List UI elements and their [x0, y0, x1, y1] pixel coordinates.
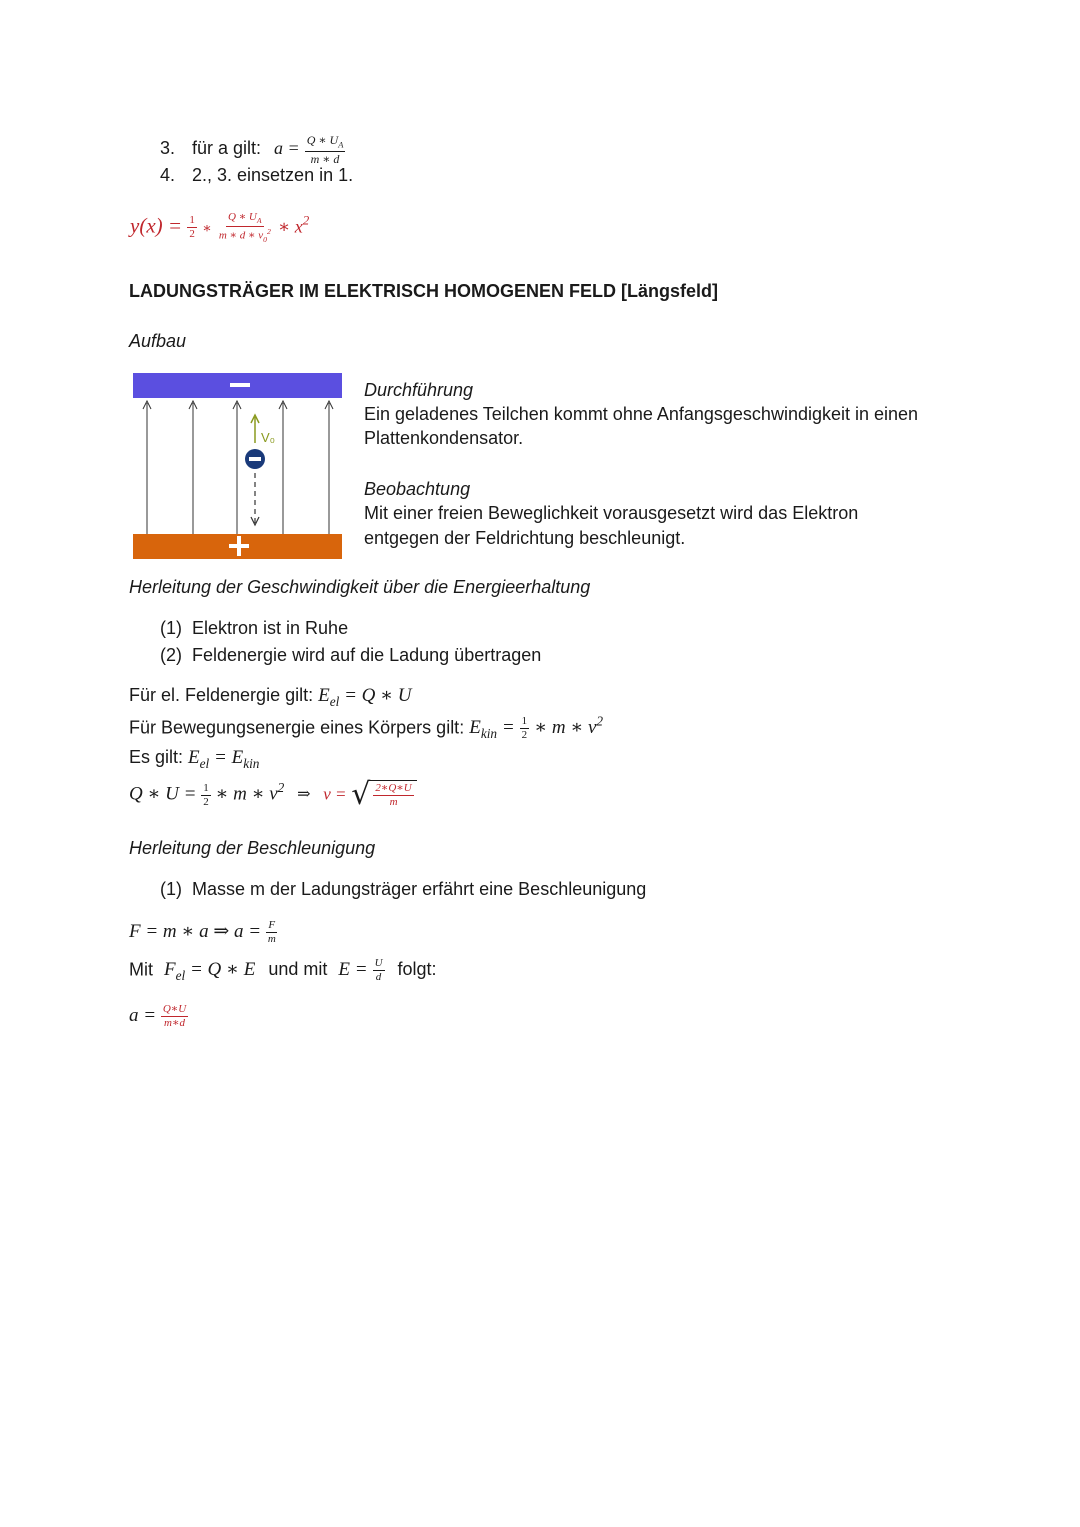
list-text: 2., 3. einsetzen in 1.	[192, 165, 354, 185]
energie-final-formula: Q ∗ U = $\frac{1}{2}$ ∗ m ∗ $v^2$ ⇒ v = √ $\frac{2∗Q∗U}{m}$	[129, 780, 417, 810]
durchfuehrung-heading: Durchführung	[364, 380, 474, 400]
aufbau-heading: Aufbau	[129, 331, 187, 351]
list-number: 4.	[160, 165, 176, 185]
yx-formula: y(x) = $\frac{1}{2}$ ∗ $\frac{Q ∗ U_A}{m ∗ d ∗ v_0^2}$ ∗ $x^2$	[130, 211, 310, 244]
formula-lhs: a =	[274, 138, 300, 159]
list-item-4	[160, 165, 353, 186]
list-item-3	[160, 134, 345, 165]
list-text: für a gilt:	[192, 138, 262, 159]
beschleunigung-item-1: (1) Masse m der Ladungsträger erfährt eine Beschleunigung	[160, 879, 647, 899]
beobachtung-line-1: Mit einer freien Beweglichkeit vorausgesetzt wird das Elektron	[364, 503, 859, 523]
minus-sign-icon	[230, 383, 250, 387]
energie-line-kin: Für Bewegungsenergie eines Körpers gilt: $E_{kin}$ = $\frac{1}{2}$ ∗ m ∗ $v^2$	[129, 714, 604, 742]
energie-line-es: Es gilt: $E_{el} = E_{kin}$	[129, 747, 260, 771]
beobachtung-line-2: entgegen der Feldrichtung beschleunigt.	[364, 528, 686, 548]
sqrt-expression: √ $\frac{2∗Q∗U}{m}$	[351, 780, 416, 810]
energie-item-1: (1) Elektron ist in Ruhe	[160, 618, 349, 638]
beschleunigung-heading: Herleitung der Beschleunigung	[129, 838, 376, 858]
energie-item-2: (2) Feldenergie wird auf die Ladung übertragen	[160, 645, 542, 665]
velocity-label: V₀	[261, 430, 276, 445]
section-title: LADUNGSTRÄGER IM ELEKTRISCH HOMOGENEN FELD [Längsfeld]	[129, 281, 718, 301]
field-lines	[143, 401, 333, 534]
beobachtung-heading: Beobachtung	[364, 479, 471, 499]
velocity-arrow-icon	[251, 415, 259, 443]
durchfuehrung-line-1: Ein geladenes Teilchen kommt ohne Anfangsgeschwindigkeit in einen	[364, 404, 919, 424]
capacitor-diagram	[133, 373, 343, 561]
list-number: 3.	[160, 138, 176, 159]
electron-icon	[245, 449, 265, 469]
acceleration-result: a = $\frac{Q∗U}{m∗d}$	[129, 1003, 187, 1029]
fel-line: Mit $F_{el} = Q$ ∗ E und mit E = $\frac{U}{d}$ folgt:	[129, 957, 437, 984]
fraction-a: $\frac{Q ∗ U_A}{m ∗ d}$	[306, 133, 344, 166]
energie-heading: Herleitung der Geschwindigkeit über die Energieerhaltung	[129, 577, 591, 597]
durchfuehrung-line-2: Plattenkondensator.	[364, 428, 524, 448]
direction-arrow-icon	[251, 473, 259, 525]
force-formula: F = m ∗ a ⇒ a = $\frac{F}{m}$	[129, 919, 276, 946]
energie-line-el: Für el. Feldenergie gilt: $E_{el} = Q$ ∗ U	[129, 685, 412, 709]
